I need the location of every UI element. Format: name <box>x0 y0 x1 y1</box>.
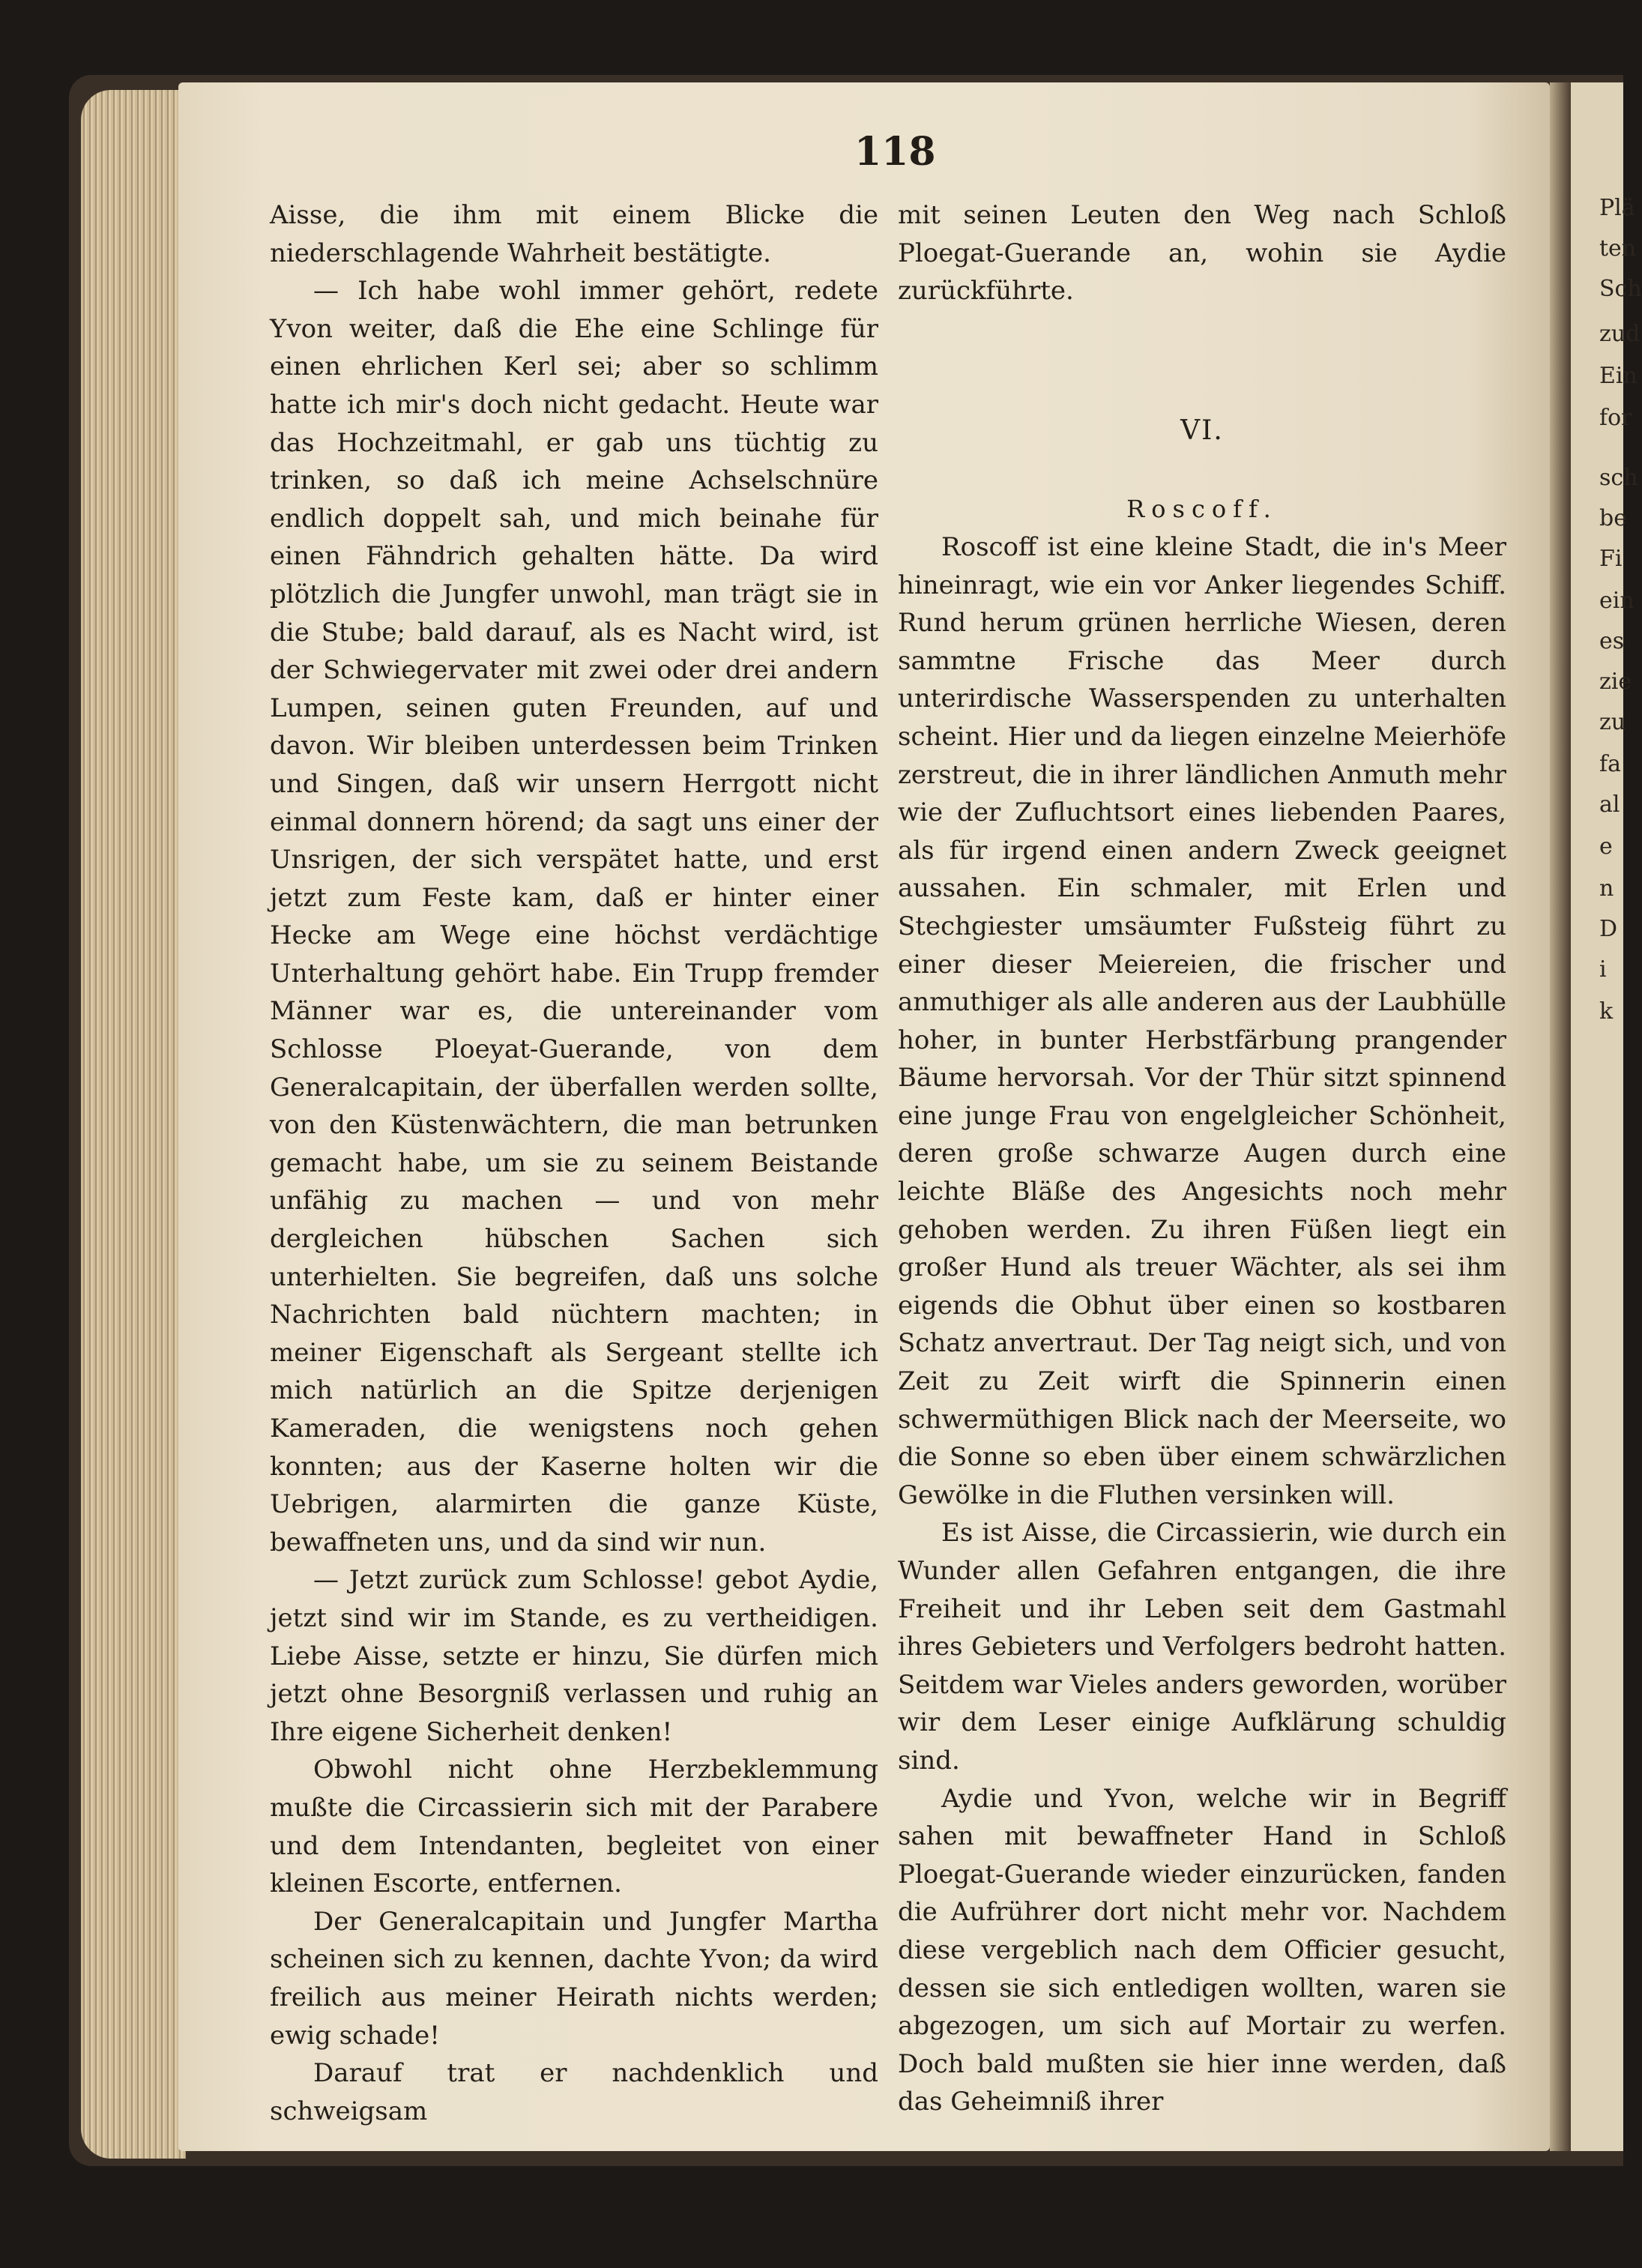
facing-page-text: i <box>1599 956 1607 983</box>
paragraph: Obwohl nicht ohne Herzbeklemmung mußte die Circassierin sich mit der Parabere und dem Intendanten, begleitet von einer kleinen Escorte, entfernen. <box>270 1755 878 1899</box>
paragraph: Roscoff ist eine kleine Stadt, die in's Meer hineinragt, wie ein vor Anker liegendes Schiff. Rund herum grünen herrliche Wiesen, deren sammtne Frische das Meer durch unterirdische Wasserspenden zu unterhalten scheint. Hier und da liegen einzelne Meierhöfe zerstreut, die in ihrer ländlichen Anmuth mehr wie der Zufluchtsort eines liebenden Paares, als für irgend einen andern Zweck geeignet aussahen. Ein schmaler, mit Erlen und Stechgiester umsäumter Fußsteig führt zu einer dieser Meiereien, die frischer und anmuthiger als alle anderen aus der Laubhülle hoher, in bunter Herbstfärbung prangender Bäume hervorsah. Vor der Thür sitzt spinnend eine junge Frau von engelgleicher Schönheit, deren große schwarze Augen durch eine leichte Bläße des Angesichts noch mehr gehoben werden. Zu ihren Füßen liegt ein großer Hund als treuer Wächter, als sei ihm eigends die Obhut über einen so kostbaren Schatz anvertraut. Der Tag neigt sich, und von Zeit zu Zeit wirft die Spinnerin einen schwermüthigen Blick nach der Meerseite, wo die Sonne so eben über einem schwärzlichen Gewölke in die Fluthen versinken will. <box>898 531 1506 1510</box>
paragraph: Der Generalcapitain und Jungfer Martha scheinen sich zu kennen, dachte Yvon; da wird freilich aus meiner Heirath nichts werden; ewig schade! <box>270 1906 878 2051</box>
facing-page-text: k <box>1599 998 1614 1025</box>
facing-page-text: es <box>1599 628 1625 654</box>
page-number: 118 <box>854 129 936 175</box>
paragraph: Es ist Aisse, die Circassierin, wie durch ein Wunder allen Gefahren entgangen, die ihre Freiheit und ihr Leben seit dem Gastmahl ihres Gebieters und Verfolgers bedroht hatten. Seitdem war Vieles anders geworden, worüber wir dem Leser einige Aufklärung schuldig sind. <box>898 1518 1506 1776</box>
right-text-column <box>898 196 1506 2117</box>
facing-page-text: sch <box>1599 465 1638 491</box>
facing-page-text: be <box>1599 505 1627 531</box>
facing-page-text: D <box>1599 916 1618 942</box>
facing-page-text: Sch <box>1599 276 1642 302</box>
chapter-number: VI. <box>1180 414 1224 446</box>
facing-page-text: zu <box>1599 709 1626 735</box>
facing-page-text: fa <box>1599 751 1621 777</box>
facing-page-text: for <box>1599 405 1632 431</box>
paragraph: mit seinen Leuten den Weg nach Schloß Ploegat-Guerande an, wohin sie Aydie zurückführte. <box>898 200 1506 307</box>
facing-page-text: al <box>1599 791 1620 818</box>
paragraph: Darauf trat er nachdenklich und schweigsam <box>270 2058 878 2126</box>
facing-page-text: e <box>1599 833 1613 860</box>
facing-page-text: Ein <box>1599 363 1638 389</box>
facing-page-fragment <box>1571 82 1642 2151</box>
right-column-body <box>898 528 1506 2121</box>
facing-page-text: zie <box>1599 669 1632 695</box>
book-gutter <box>1550 82 1571 2151</box>
facing-page-text: Plä <box>1599 195 1635 221</box>
page-edges <box>81 90 186 2159</box>
paragraph: — Ich habe wohl immer gehört, redete Yvon weiter, daß die Ehe eine Schlinge für einen ehrlichen Kerl sei; aber so schlimm hatte ich mir's doch nicht gedacht. Heute war das Hochzeitmahl, er gab uns tüchtig zu trinken, so daß ich meine Achselschnüre endlich doppelt sah, und mich beinahe für einen Fähndrich gehalten hätte. Da wird plötzlich die Jungfer unwohl, man trägt sie in die Stube; bald darauf, als es Nacht wird, ist der Schwiegervater mit zwei oder drei andern Lumpen, seinen guten Freunden, auf und davon. Wir bleiben unterdessen beim Trinken und Singen, daß wir unsern Herrgott nicht einmal donnern hörend; da sagt uns einer der Unsrigen, der sich verspätet hatte, und erst jetzt zum Feste kam, daß er hinter einer Hecke am Wege eine höchst verdächtige Unterhaltung gehört habe. Ein Trupp fremder Männer war es, die untereinander vom Schlosse Ploeyat-Guerande, von dem Generalcapitain, der überfallen werden sollte, von den Küstenwächtern, die man betrunken gemacht habe, um sie zu seinem Beistande unfähig zu machen — und von mehr dergleichen hübschen Sachen sich unterhielten. Sie begreifen, daß uns solche Nachrichten bald nüchtern machten; in meiner Eigenschaft als Sergeant stellte ich mich natürlich an die Spitze derjenigen Kameraden, die wenigstens noch gehen konnten; aus der Kaserne holten wir die Uebrigen, alarmirten die ganze Küste, bewaffneten uns, und da sind wir nun. <box>270 276 878 1557</box>
paragraph: — Jetzt zurück zum Schlosse! gebot Aydie, jetzt sind wir im Stande, es zu vertheidigen. Liebe Aisse, setzte er hinzu, Sie dürfen mich jetzt ohne Besorgniß verlassen und ruhig an Ihre eigene Sicherheit denken! <box>270 1565 878 1747</box>
facing-page-text: ein <box>1599 588 1635 614</box>
paragraph: Aydie und Yvon, welche wir in Begriff sahen mit bewaffneter Hand in Schloß Ploegat-Guerande wieder einzurücken, fanden die Aufrührer dort nicht mehr vor. Nachdem diese vergeblich nach dem Officier gesucht, dessen sie sich entledigen wollten, waren sie abgezogen, um sich auf Mortair zu werfen. Doch bald mußten sie hier inne werden, daß das Geheimniß ihrer <box>898 1783 1506 2117</box>
right-column-intro <box>898 196 1506 310</box>
chapter-title: Roscoff. <box>1126 495 1278 524</box>
left-text-column <box>270 196 878 2126</box>
facing-page-text: Fi <box>1599 546 1623 572</box>
facing-page-text: n <box>1599 875 1614 902</box>
facing-page-text: zud <box>1599 321 1641 347</box>
facing-page-text: ten <box>1599 235 1637 262</box>
paragraph: Aisse, die ihm mit einem Blicke die niederschlagende Wahrheit bestätigte. <box>270 200 878 268</box>
